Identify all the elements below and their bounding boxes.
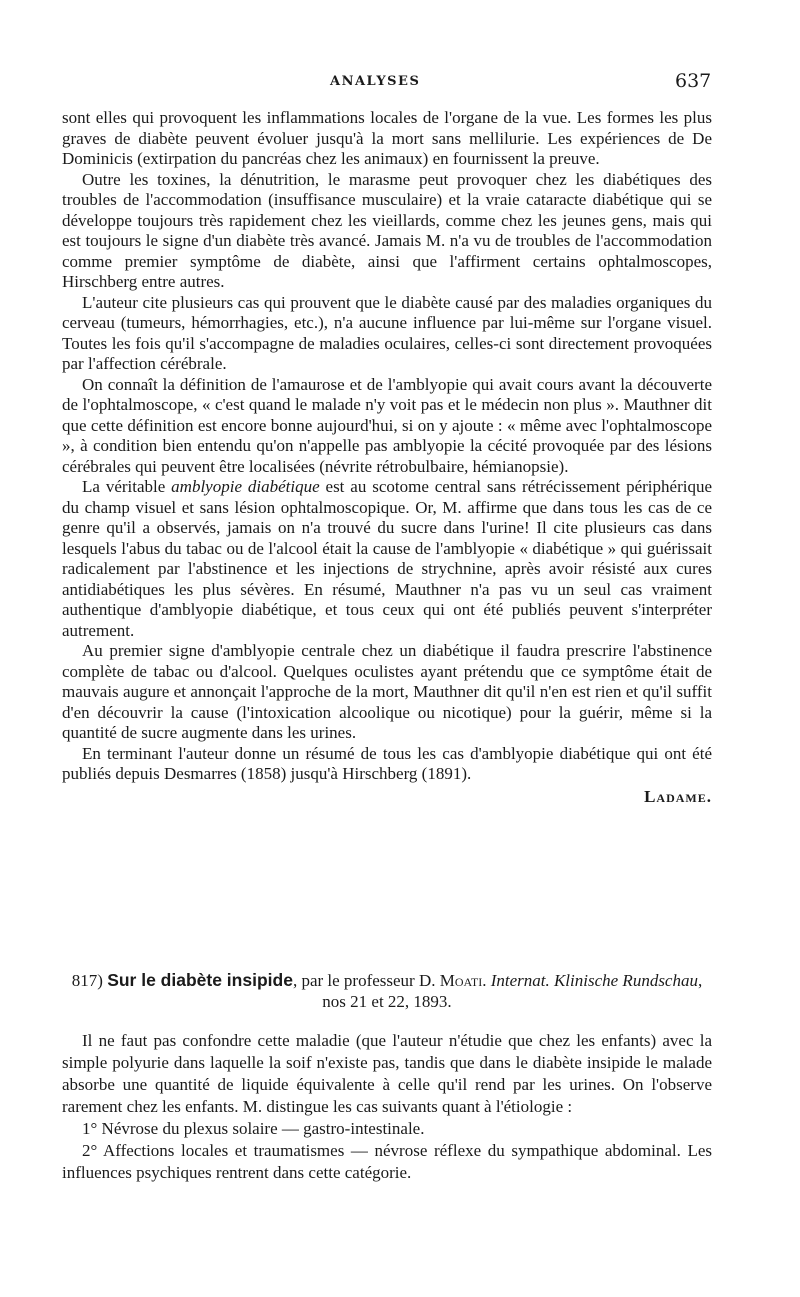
paragraph: sont elles qui provoquent les inflammations locales de l'organe de la vue. Les formes les plus graves de diabète peuvent évoluer jusqu'à la mort sans mellilurie. Les expériences de De Dominicis (extirpation du pancréas chez les animaux) en fournissent la preuve. [62,108,712,168]
article-issue: , nos 21 et 22, 1893. [322,971,703,1011]
paragraph [62,477,712,641]
article-journal: Internat. Klinische Rundschau [490,971,698,990]
text-span: est au scotome central sans rétrécissement périphérique du champ visuel et sans lésion ophtalmoscopique. Or, M. affirme que dans tous les cas de ce genre qu'il a observés, jamais on n'a trouvé du sucre dans l'urine! Il cite plusieurs cas dans lesquels l'abus du tabac ou de l'alcool était la cause de l'amblyopie « diabétique » qui guérissait radicalement par l'abstinence et les injections de strychnine, après avoir résisté aux cures antidiabétiques les plus sévères. En résumé, Mauthner n'a pas vu un seul cas vraiment authentique d'amblyopie diabétique, et tous ceux qui ont été publiés peuvent s'interpréter autrement. [62,477,713,640]
paragraph: Outre les toxines, la dénutrition, le marasme peut provoquer chez les diabétiques des troubles de l'accommodation (insuffisance musculaire) et la vraie cataracte diabétique qui se développe toujours très rapidement chez les vieillards, comme chez les jeunes gens, mais qui est toujours le signe d'un diabète très avancé. Jamais M. n'a vu de troubles de l'accommodation comme premier symptôme de diabète, ainsi que l'affirment certains ophtalmoscopes, Hirschberg entre autres. [62,169,712,291]
text-span: La véritable [82,477,172,496]
article-heading [62,970,712,1012]
article-number: 817) [71,971,103,990]
article-dot: . [482,971,491,990]
emphasis: amblyopie diabétique [171,477,320,496]
article-author: Moati [439,971,483,990]
page-number: 637 [675,70,712,92]
paragraph: En terminant l'auteur donne un résumé de tous les cas d'amblyopie diabétique qui ont été publiés depuis Desmarres (1858) jusqu'à Hirschberg (1891). [62,743,712,783]
paragraph: L'auteur cite plusieurs cas qui prouvent que le diabète causé par des maladies organiques du cerveau (tumeurs, hémorrhagies, etc.), n'a aucune influence par lui-même sur l'organe visuel. Toutes les fois qu'il s'accompagne de maladies oculaires, celles-ci sont directement provoquées par l'affection cérébrale. [62,292,712,373]
paragraph: Au premier signe d'amblyopie centrale chez un diabétique il faudra prescrire l'abstinence complète de tabac ou d'alcool. Quelques oculistes ayant prétendu que ce symptôme était de mauvais augure et annonçait l'approche de la mort, Mauthner dit qu'il n'en est rien et qu'il suffit d'en découvrir la cause (l'intoxication alcoolique ou nicotique) pour la guérir, même si la quantité de sucre augmente dans les urines. [62,641,712,742]
article-by: , par le professeur D. [292,971,440,990]
list-item: 1° Névrose du plexus solaire — gastro-intestinale. [82,1119,425,1138]
paragraph: On connaît la définition de l'amaurose et de l'amblyopie qui avait cours avant la découverte de l'ophtalmoscope, « c'est quand le malade n'y voit pas et le médecin non plus ». Mauthner dit que cette définition est encore bonne aujourd'hui, si on y ajoute : « même avec l'ophtalmoscope », à condition bien entendu qu'on n'appelle pas amblyopie la cécité provoquée par des lésions cérébrales qui peuvent être localisées (névrite rétrobulbaire, hémianopsie). [62,374,712,476]
article-title: Sur le diabète insipide [107,970,293,990]
running-head: ANALYSES [330,74,421,89]
article-body [62,1030,712,1184]
signature: Ladame. [644,786,712,806]
list-item: 2° Affections locales et traumatismes — névrose réflexe du sympathique abdominal. Les influences psychiques rentrent dans cette catégorie. [62,1141,712,1182]
paragraph: Il ne faut pas confondre cette maladie (que l'auteur n'étudie que chez les enfants) avec la simple polyurie dans laquelle la soif n'existe pas, tandis que dans le diabète insipide le malade absorbe une quantité de liquide équivalente à celle qu'il rend par les urines. On l'observe rarement chez les enfants. M. distingue les cas suivants quant à l'étiologie : [62,1031,712,1116]
review-body [62,108,712,807]
